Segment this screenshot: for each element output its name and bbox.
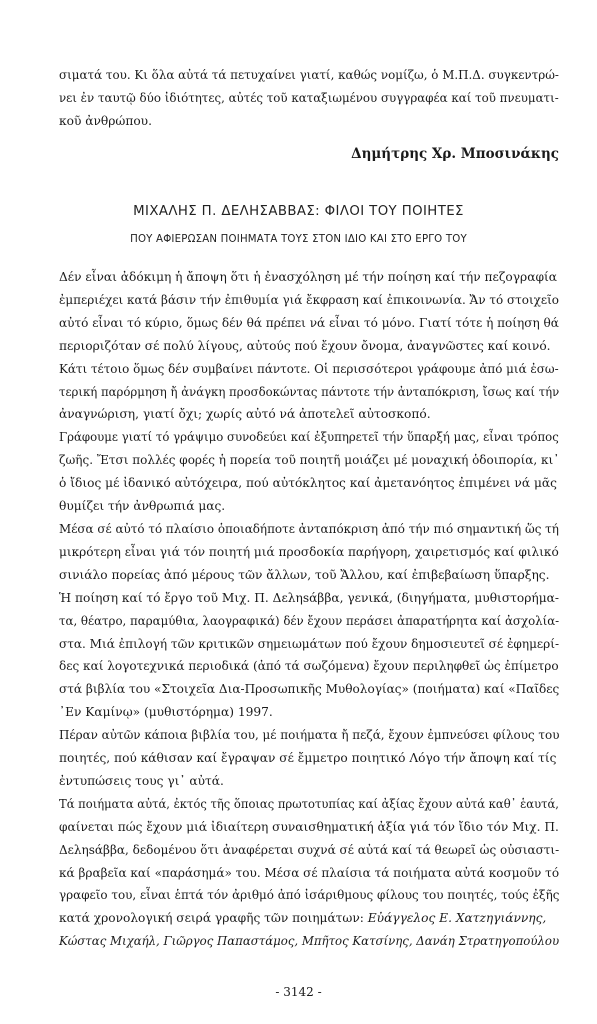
article-title: ΜΙΧΑΛΗΣ Π. ΔΕΛΗΣΑΒΒΑΣ: ΦΙΛΟΙ ΤΟΥ ΠΟΙΗΤΕΣ xyxy=(133,204,464,219)
page-number: - 3142 - xyxy=(275,985,322,999)
text-line: περιοριζόταν σέ πολύ λίγους, αὐτούς πού ἔχουν ὄνομα, ἀναγνῶστες καί κοινό. xyxy=(59,338,551,353)
text-line: Γράφουμε γιατί τό γράψιμο συνοδεύει καί ἐξυπηρετεῖ τήν ὕπαρξή μας, εἶναι τρόπος xyxy=(59,430,559,445)
text-line: ἀναγνώριση, γιατί ὄχι; χωρίς αὐτό νά ἀποτελεῖ αὐτοσκοπό. xyxy=(59,407,431,422)
text-line: Ἡ ποίηση καί τό ἔργο τοῦ Μιχ. Π. Δεληsάββα, γενικά, (διηγήματα, μυθιστορήμα- xyxy=(59,590,559,605)
text-line: Πέραν αὐτῶν κάποια βιβλία του, μέ ποιήματα ἤ πεζά, ἔχουν ἐμπνεύσει φίλους του xyxy=(59,728,560,743)
text-line: νει ἐν ταυτῷ δύο ἰδιότητες, αὐτές τοῦ καταξιωμένου συγγραφέα καί τοῦ πνευματι- xyxy=(59,90,559,105)
text-line: τερική παρόρμηση ἤ ἀνάγκη προσδοκώντας πάντοτε τήν ἀνταπόκριση, ἴσως καί τήν xyxy=(59,384,560,399)
text-line: ἐμπεριέχει κατά βάσιν τήν ἐπιθυμία γιά ἔκφραση καί ἐπικοινωνία. Ἄν τό στοιχεῖο xyxy=(59,292,559,307)
text-line: ἐντυπώσεις τους γι᾽ αὐτά. xyxy=(59,773,224,788)
paragraph-3 xyxy=(59,518,559,587)
paragraph-1 xyxy=(59,266,559,426)
text-line: ζωῆς. Ἔτσι πολλές φορές ἡ πορεία τοῦ ποιητῆ μοιάζει μέ μοναχική ὁδοιπορία, κι᾽ xyxy=(59,453,560,468)
text-line: ποιητές, πού κάθισαν καί ἔγραψαν σέ ἔμμετρο ποιητικό Λόγο τήν ἄποψη καί τίς xyxy=(59,751,557,766)
text-line: κοῦ ἀνθρώπου. xyxy=(59,113,152,128)
paragraph-5 xyxy=(59,724,559,793)
text-line: σιματά του. Κι ὅλα αὐτά τά πετυχαίνει γιατί, καθώς νομίζω, ὁ Μ.Π.Δ. συγκεντρώ- xyxy=(59,68,559,82)
text-line: αὐτό εἶναι τό κύριο, ὅμως δέν θά πρέπει νά εἶναι τό μόνο. Γιατί τότε ἡ ποίηση θά xyxy=(59,315,559,330)
article-subtitle: ΠΟΥ ΑΦΙΕΡΩΣΑΝ ΠΟΙΗΜΑΤΑ ΤΟΥΣ ΣΤΟΝ ΙΔΙΟ ΚΑΙ ΣΤΟ ΕΡΓΟ ΤΟΥ xyxy=(130,234,467,245)
text-line: Δέν εἶναι ἀδόκιμη ἡ ἄποψη ὅτι ἡ ἐνασχόληση μέ τήν ποίηση καί τήν πεζογραφία xyxy=(59,270,557,284)
text-line: δες καί λογοτεχνικά περιοδικά (ἀπό τά σωζόμενα) ἔχουν περιληφθεῖ ὡς ἐπίμετρο xyxy=(59,659,559,674)
poet-names-italic: Κώστας Μιχαήλ, Γιῶργος Παπαστάμος, Μπῆτος Κατσίνης, Δανάη Στρατηγοπούλου xyxy=(59,934,560,949)
paragraph-6 xyxy=(59,793,559,953)
text-fragment: κατά χρονολογική σειρά γραφῆς τῶν ποιημάτων: xyxy=(59,911,364,926)
text-line: θυμίζει τήν ἀνθρωπιά μας. xyxy=(59,499,226,514)
text-line: μικρότερη εἶναι γιά τόν ποιητή μιά προσδοκία παρήγορη, χαιρετισμός καί φιλικό xyxy=(59,544,559,559)
text-line: γραφεῖο του, εἶναι ἑπτά τόν ἀριθμό ἀπό ἰσάριθμους φίλους του ποιητές, τούς ἐξῆς xyxy=(59,888,560,903)
text-line: φαίνεται πώς ἔχουν μιά ἰδιαίτερη συναισθηματική ἀξία γιά τόν ἴδιο τόν Μιχ. Π. xyxy=(59,819,559,834)
text-line xyxy=(59,907,559,930)
article-body xyxy=(59,266,559,953)
author-signature: Δημήτρης Χρ. Μποσινάκης xyxy=(351,146,559,162)
text-line: ᾽Εν Καμίνῳ» (μυθιστόρημα) 1997. xyxy=(59,705,273,720)
text-line: Δεληsάββα, δεδομένου ὅτι ἀναφέρεται συχνά σέ αὐτά καί τά θεωρεῖ ὡς οὐσιαστι- xyxy=(59,842,560,857)
text-line: σινιάλο πορείας ἀπό μέρους τῶν ἄλλων, τοῦ Ἄλλου, καί ἐπιβεβαίωση ὕπαρξης. xyxy=(59,567,550,582)
intro-paragraph xyxy=(59,64,559,133)
text-line: στά βιβλία του «Στοιχεῖα Δια-Προσωπικῆς Μυθολογίας» (ποιήματα) καί «Παῖδες xyxy=(59,682,560,697)
text-line: στα. Μιά ἐπιλογή τῶν κριτικῶν σημειωμάτων πού ἔχουν δημοσιευτεῖ σέ ἐφημερί- xyxy=(59,636,560,651)
text-line: Κάτι τέτοιο ὅμως δέν συμβαίνει πάντοτε. Οἱ περισσότεροι γράφουμε ἀπό μιά ἐσω- xyxy=(59,361,559,376)
paragraph-4 xyxy=(59,587,559,724)
text-line: Τά ποιήματα αὐτά, ἐκτός τῆς ὅποιας πρωτοτυπίας καί ἀξίας ἔχουν αὐτά καθ᾽ ἑαυτά, xyxy=(59,796,559,811)
poet-names-italic: Εὐάγγελος Ε. Χατzηγιάννης, xyxy=(367,911,547,926)
text-line: κά βραβεῖα καί «παράσημά» του. Μέσα σέ πλαίσια τά ποιήματα αὐτά κοσμοῦν τό xyxy=(59,865,560,880)
text-line: τα, θέατρο, παραμύθια, λαογραφικά) δέν ἔχουν περάσει ἀπαρατήρητα καί ἀσχολία- xyxy=(59,613,560,628)
paragraph-2 xyxy=(59,426,559,518)
text-line: Μέσα σέ αὐτό τό πλαίσιο ὁποιαδήποτε ἀνταπόκριση ἀπό τήν πιό σημαντική ὥς τή xyxy=(59,521,559,536)
text-line: ὁ ἴδιος μέ ἰδανικό αὐτόχειρα, πού αὐτόκλητος καί ἀμετανόητος ἐπιμένει νά μᾶς xyxy=(59,476,557,491)
